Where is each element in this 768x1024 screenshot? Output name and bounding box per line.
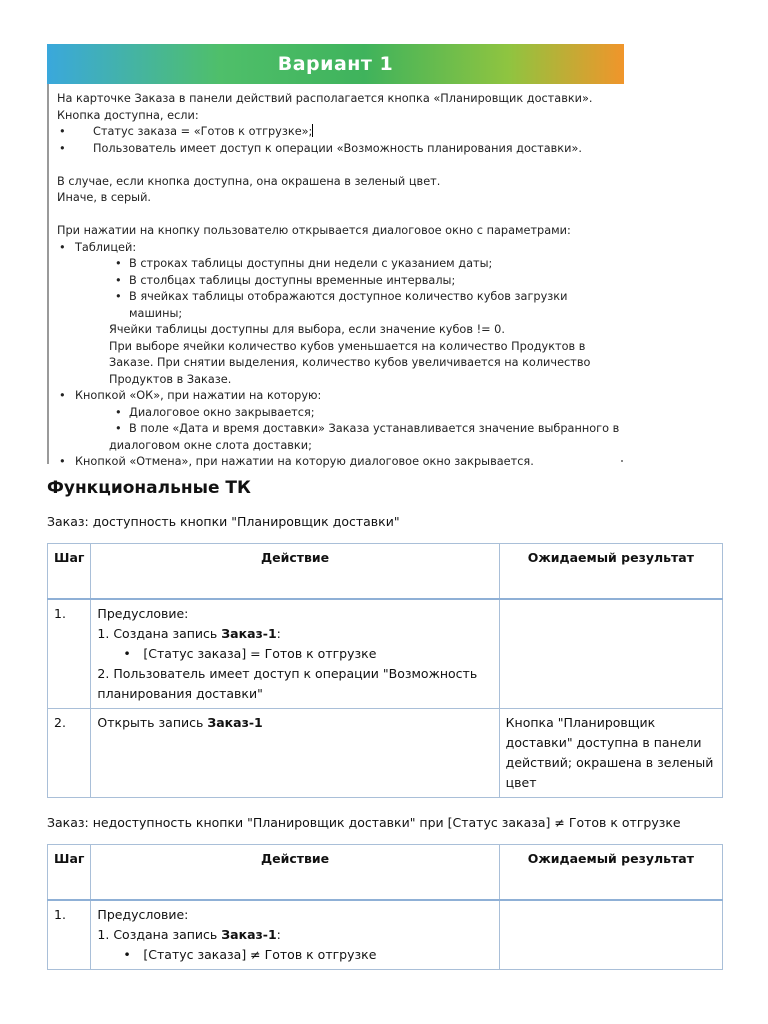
test-case-table <box>47 844 723 970</box>
variant-subbullet: • Диалоговое окно закрывается; <box>57 405 622 422</box>
step-action <box>91 599 499 709</box>
precondition-bullet: • [Статус заказа] = Готов к отгрузке <box>97 644 492 664</box>
step-result <box>499 708 722 797</box>
step-action <box>91 900 499 970</box>
test-case-table <box>47 543 723 798</box>
header-result: Ожидаемый результат <box>499 845 722 900</box>
variant-subbullet-cont: Заказе. При снятии выделения, количество кубов увеличивается на количество <box>109 356 591 369</box>
header-action: Действие <box>91 544 499 599</box>
record-name: Заказ-1 <box>221 926 277 942</box>
variant-body <box>57 91 622 471</box>
variant-bullet-text: Статус заказа = «Готов к отгрузке»; <box>93 125 313 138</box>
step-action <box>91 708 499 797</box>
precondition-text: : <box>276 926 281 942</box>
precondition-bullet: • [Статус заказа] ≠ Готов к отгрузке <box>97 945 492 965</box>
variant-title: Вариант 1 <box>277 53 394 75</box>
result-line: цвет <box>505 774 537 790</box>
variant-subbullet-cont: Ячейки таблицы доступны для выбора, если значение кубов != 0. <box>109 323 505 336</box>
table-row <box>48 900 723 970</box>
step-number: 1. <box>48 599 91 709</box>
record-name: Заказ-1 <box>207 714 263 730</box>
header-step: Шаг <box>48 845 91 900</box>
variant-line: При нажатии на кнопку пользователю открывается диалоговое окно с параметрами: <box>57 224 571 237</box>
text-cursor <box>312 124 313 137</box>
header-action: Действие <box>91 845 499 900</box>
variant-bullet: • Таблицей: <box>57 240 622 257</box>
decorative-dot <box>621 460 623 462</box>
table-header-row <box>48 544 723 599</box>
variant-line: На карточке Заказа в панели действий располагается кнопка «Планировщик доставки». <box>57 92 593 105</box>
variant-banner <box>47 44 624 84</box>
action-text: Открыть запись <box>97 714 208 730</box>
variant-subbullet: • В строках таблицы доступны дни недели с указанием даты; <box>57 256 622 273</box>
test-case-caption: Заказ: недоступность кнопки "Планировщик доставки" при [Статус заказа] ≠ Готов к отгрузке <box>47 815 681 830</box>
precondition-item <box>97 624 492 644</box>
header-result: Ожидаемый результат <box>499 544 722 599</box>
variant-bullet: • Пользователь имеет доступ к операции «Возможность планирования доставки». <box>57 141 622 158</box>
record-name: Заказ-1 <box>221 625 277 641</box>
variant-bullet <box>57 124 622 141</box>
variant-line: В случае, если кнопка доступна, она окрашена в зеленый цвет. <box>57 174 441 188</box>
test-case-caption: Заказ: доступность кнопки "Планировщик доставки" <box>47 514 400 529</box>
result-line: Кнопка "Планировщик <box>505 714 656 730</box>
table-header-row <box>48 845 723 900</box>
variant-left-border <box>47 84 49 464</box>
variant-subbullet-cont: диалоговом окне слота доставки; <box>109 438 312 452</box>
variant-line: Кнопка доступна, если: <box>57 108 199 122</box>
header-step: Шаг <box>48 544 91 599</box>
precondition-item <box>97 925 492 945</box>
step-result <box>499 900 722 970</box>
variant-bullet: • Кнопкой «ОК», при нажатии на которую: <box>57 388 622 405</box>
variant-subbullet-cont: Продуктов в Заказе. <box>109 372 232 386</box>
variant-line: Иначе, в серый. <box>57 191 151 204</box>
variant-subbullet: • В столбцах таблицы доступны временные интервалы; <box>57 273 622 290</box>
section-title: Функциональные ТК <box>47 478 251 498</box>
variant-subbullet: • В ячейках таблицы отображаются доступное количество кубов загрузки машины; <box>57 289 622 322</box>
precondition-item: 2. Пользователь имеет доступ к операции "Возможность <box>97 665 478 681</box>
step-result <box>499 599 722 709</box>
precondition-item-cont: планирования доставки" <box>97 685 263 701</box>
table-row <box>48 599 723 709</box>
precondition-text: : <box>276 625 281 641</box>
step-number: 2. <box>48 708 91 797</box>
result-line: доставки" доступна в панели <box>505 734 702 750</box>
precondition-text: 1. Создана запись <box>97 926 222 942</box>
variant-subbullet: • В поле «Дата и время доставки» Заказа устанавливается значение выбранного в <box>57 421 622 438</box>
precondition-text: 1. Создана запись <box>97 625 222 641</box>
variant-bullet: • Кнопкой «Отмена», при нажатии на которую диалоговое окно закрывается. <box>57 454 622 471</box>
step-number: 1. <box>48 900 91 970</box>
precondition-label: Предусловие: <box>97 605 189 621</box>
variant-box <box>47 44 624 468</box>
precondition-label: Предусловие: <box>97 906 189 922</box>
variant-subbullet-cont: При выборе ячейки количество кубов уменьшается на количество Продуктов в <box>109 339 586 353</box>
table-row <box>48 708 723 797</box>
result-line: действий; окрашена в зеленый <box>505 754 714 770</box>
